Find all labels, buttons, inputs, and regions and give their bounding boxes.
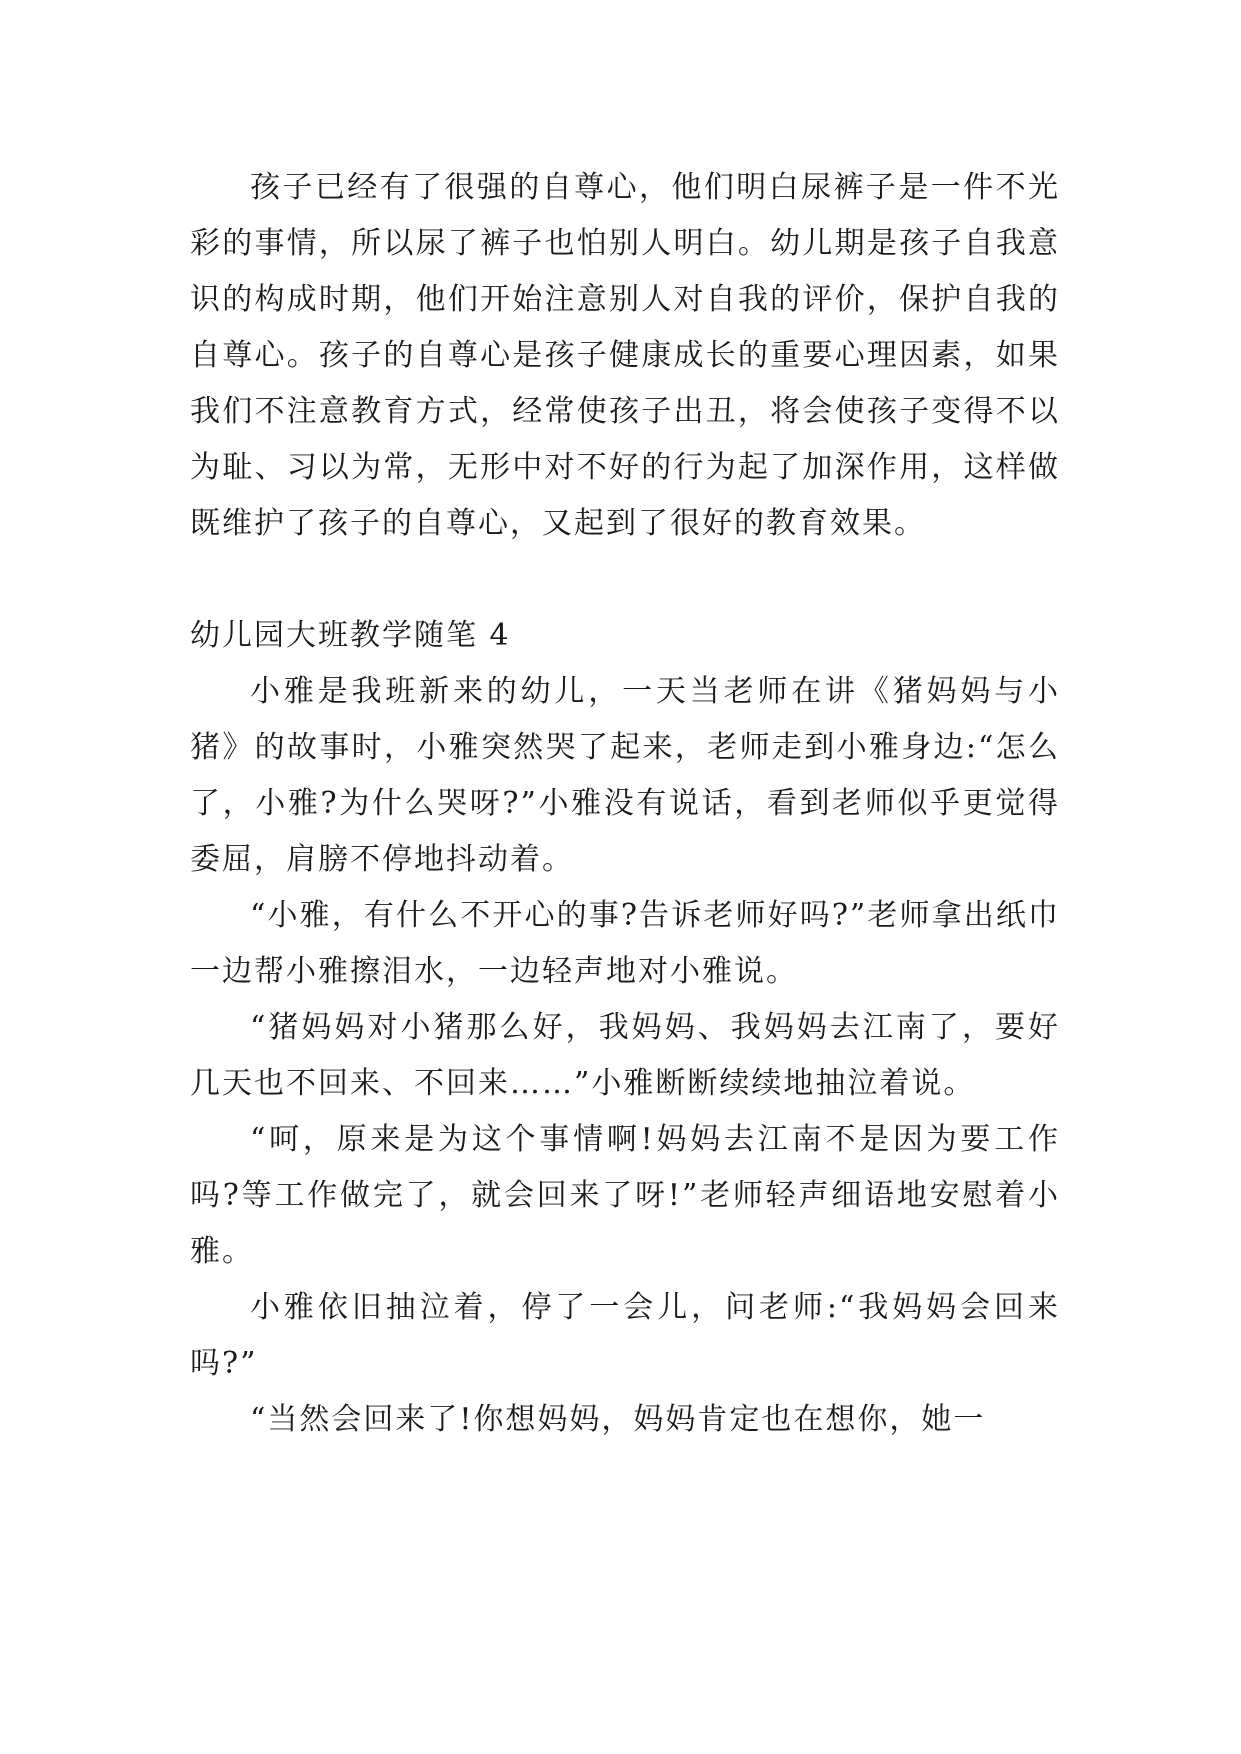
paragraph-story-intro: 小雅是我班新来的幼儿，一天当老师在讲《猪妈妈与小猪》的故事时，小雅突然哭了起来，老师走到小雅身边:“怎么了，小雅?为什么哭呀?”小雅没有说话，看到老师似乎更觉得委屈，肩膀不停地抖动着。	[190, 674, 1060, 877]
section-title: 幼儿园大班教学随笔 4	[190, 618, 511, 653]
document-body	[190, 160, 1060, 1448]
paragraph-self-esteem: 孩子已经有了很强的自尊心，他们明白尿裤子是一件不光彩的事情，所以尿了裤子也怕别人明白。幼儿期是孩子自我意识的构成时期，他们开始注意别人对自我的评价，保护自我的自尊心。孩子的自尊心是孩子健康成长的重要心理因素，如果我们不注意教育方式，经常使孩子出丑，将会使孩子变得不以为耻、习以为常，无形中对不好的行为起了加深作用，这样做既维护了孩子的自尊心，又起到了很好的教育效果。	[190, 170, 1060, 541]
paragraph-child-question: 小雅依旧抽泣着，停了一会儿，问老师:“我妈妈会回来吗?”	[190, 1290, 1060, 1381]
paragraph-teacher-comforts: “呵，原来是为这个事情啊!妈妈去江南不是因为要工作吗?等工作做完了，就会回来了呀!”老师轻声细语地安慰着小雅。	[190, 1122, 1060, 1269]
paragraph-teacher-asks: “小雅，有什么不开心的事?告诉老师好吗?”老师拿出纸巾一边帮小雅擦泪水，一边轻声地对小雅说。	[190, 898, 1060, 989]
section-gap	[190, 552, 1060, 608]
paragraph-teacher-answer: “当然会回来了!你想妈妈，妈妈肯定也在想你，她一	[250, 1402, 986, 1437]
paragraph-child-reply: “猪妈妈对小猪那么好，我妈妈、我妈妈去江南了，要好几天也不回来、不回来……”小雅断断续续地抽泣着说。	[190, 1010, 1060, 1101]
